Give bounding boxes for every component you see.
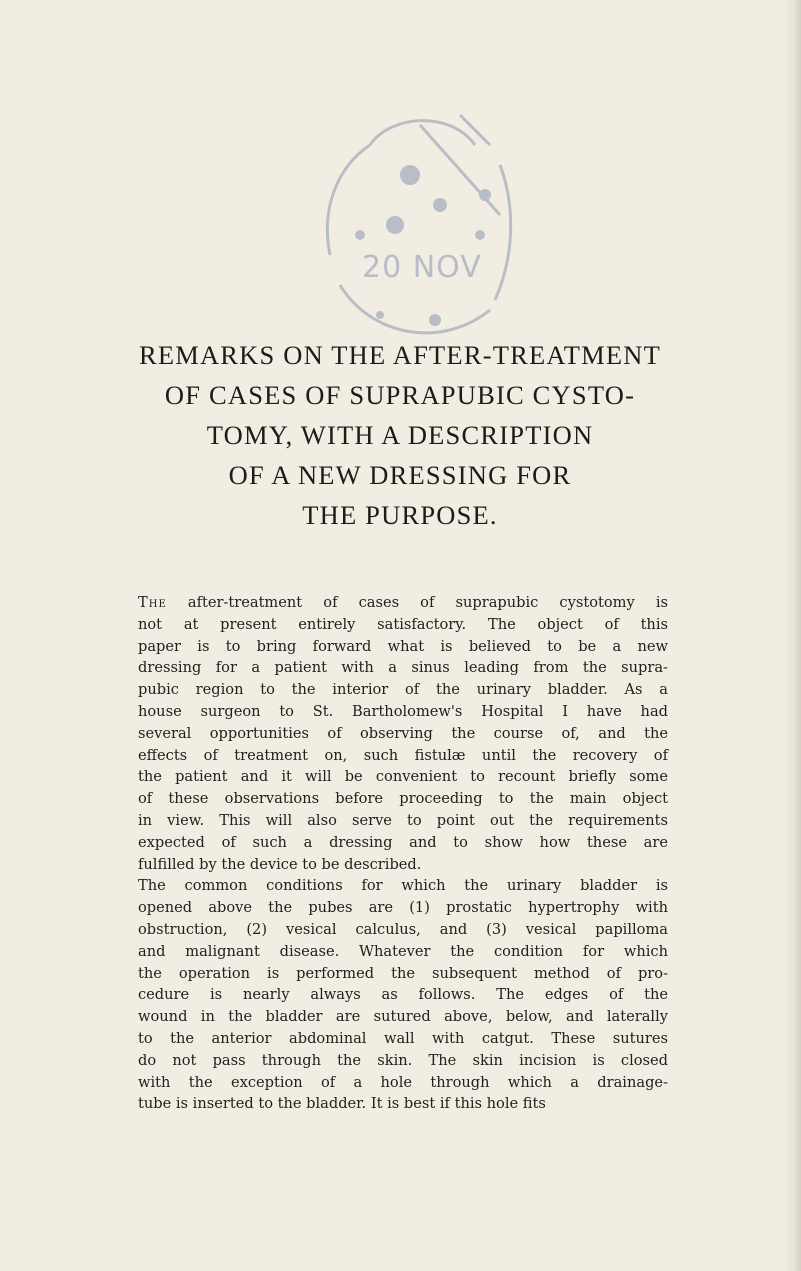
- stamp-date: 20 NOV: [362, 250, 482, 285]
- body-line: obstruction, (2) vesical calculus, and (3) vesical papilloma: [138, 920, 668, 938]
- body-line: dressing for a patient with a sinus leading from the supra-: [138, 659, 668, 677]
- body-line: the operation is performed the subsequent method of pro-: [138, 964, 668, 982]
- body-line: of these observations before proceeding to the main object: [138, 790, 668, 808]
- body-line: fulfilled by the device to be described.: [138, 855, 422, 873]
- library-stamp: [300, 85, 530, 365]
- body-line: do not pass through the skin. The skin incision is closed: [138, 1051, 668, 1069]
- title-line: OF CASES OF SUPRAPUBIC CYSTO-: [164, 380, 636, 410]
- body-line: pubic region to the interior of the urinary bladder. As a: [138, 681, 668, 699]
- body-line: in view. This will also serve to point out the requirements: [138, 811, 668, 829]
- body-line: with the exception of a hole through which a drainage-: [138, 1073, 668, 1091]
- body-line: opened above the pubes are (1) prostatic hypertrophy with: [138, 899, 668, 917]
- body-line: tube is inserted to the bladder. It is best if this hole fits: [138, 1095, 546, 1113]
- body-line-text: after-treatment of cases of suprapubic cystotomy is: [166, 594, 668, 611]
- title-line: TOMY, WITH A DESCRIPTION: [206, 420, 594, 450]
- body-line: not at present entirely satisfactory. The object of this: [138, 615, 668, 633]
- title-line: THE PURPOSE.: [302, 500, 498, 530]
- body-line: several opportunities of observing the course of, and the: [138, 724, 668, 742]
- body-line: expected of such a dressing and to show how these are: [138, 833, 668, 851]
- body-line: effects of treatment on, such fistulæ until the recovery of: [138, 746, 668, 764]
- page-edge-shadow: [783, 0, 801, 1271]
- body-line: cedure is nearly always as follows. The edges of the: [138, 986, 668, 1004]
- body-line: the patient and it will be convenient to recount briefly some: [138, 768, 668, 786]
- body-line: [138, 592, 668, 614]
- article-body: [138, 592, 668, 1115]
- body-line: to the anterior abdominal wall with catgut. These sutures: [138, 1029, 668, 1047]
- body-line: and malignant disease. Whatever the condition for which: [138, 942, 668, 960]
- article-title: [60, 335, 740, 535]
- body-line: paper is to bring forward what is believed to be a new: [138, 637, 668, 655]
- opening-word: The: [138, 594, 167, 611]
- title-line: REMARKS ON THE AFTER-TREATMENT: [138, 340, 662, 370]
- title-line: OF A NEW DRESSING FOR: [228, 460, 572, 490]
- body-line: wound in the bladder are sutured above, below, and laterally: [138, 1008, 668, 1026]
- body-line: The common conditions for which the urinary bladder is: [138, 877, 668, 895]
- body-line: house surgeon to St. Bartholomew's Hospital I have had: [138, 702, 668, 720]
